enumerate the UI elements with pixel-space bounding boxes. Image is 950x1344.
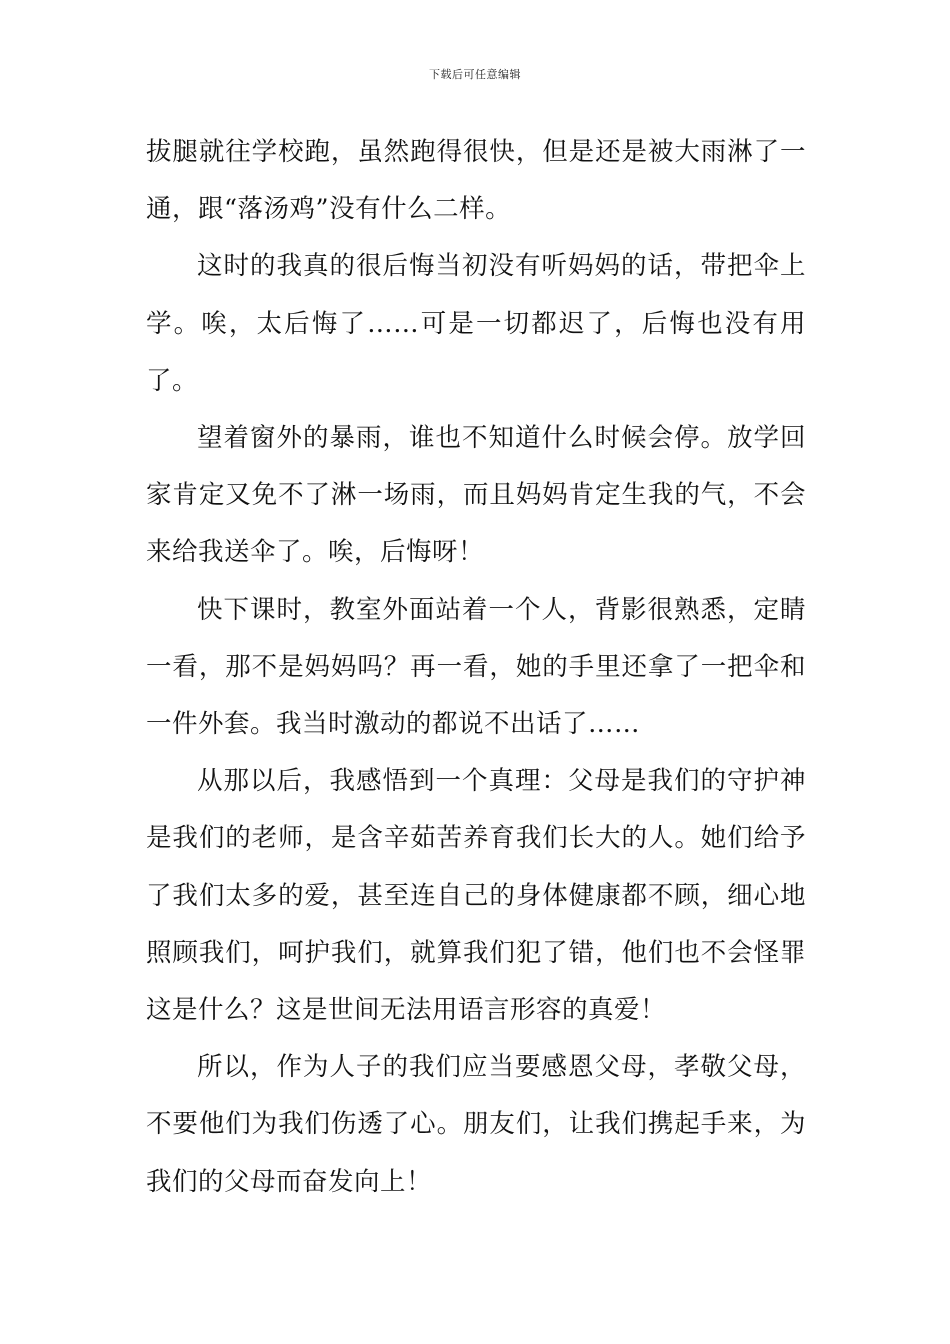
document-body (146, 124, 806, 1211)
paragraph: 这时的我真的很后悔当初没有听妈妈的话，带把伞上学。唉，太后悔了……可是一切都迟了，后悔也没有用了。 (146, 251, 806, 396)
paragraph: 快下课时，教室外面站着一个人，背影很熟悉，定睛一看，那不是妈妈吗？再一看，她的手里还拿了一把伞和一件外套。我当时激动的都说不出话了…… (146, 594, 806, 740)
page-header: 下载后可任意编辑 (429, 68, 521, 81)
paragraph: 从那以后，我感悟到一个真理：父母是我们的守护神是我们的老师，是含辛茹苦养育我们长大的人。她们给予了我们太多的爱，甚至连自己的身体健康都不顾，细心地照顾我们，呵护我们，就算我们犯了错，他们也不会怪罪这是什么？这是世间无法用语言形容的真爱！ (146, 766, 806, 1026)
paragraph: 望着窗外的暴雨，谁也不知道什么时候会停。放学回家肯定又免不了淋一场雨，而且妈妈肯定生我的气，不会来给我送伞了。唉，后悔呀！ (146, 423, 806, 568)
paragraph: 所以，作为人子的我们应当要感恩父母，孝敬父母，不要他们为我们伤透了心。朋友们，让我们携起手来，为我们的父母而奋发向上！ (146, 1052, 806, 1197)
paragraph: 拔腿就往学校跑，虽然跑得很快，但是还是被大雨淋了一通，跟“落汤鸡”没有什么二样。 (146, 137, 806, 225)
